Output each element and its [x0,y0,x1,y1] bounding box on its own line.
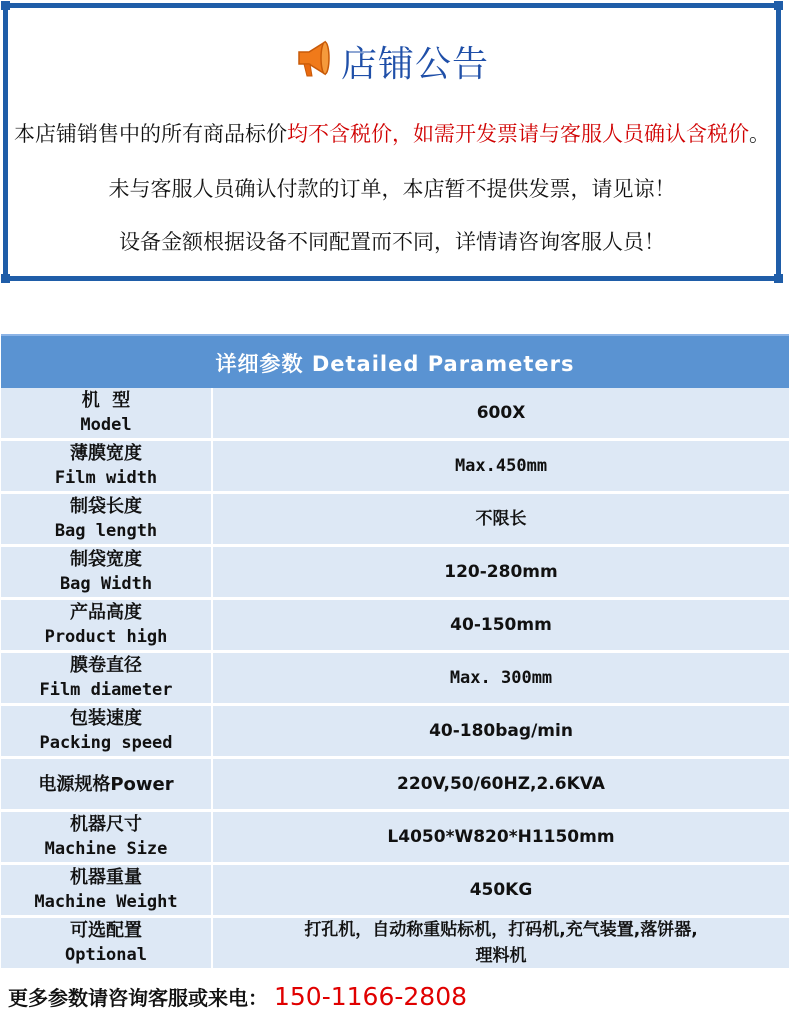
row-label [1,441,213,491]
label-en: Machine Size [44,839,168,859]
row-label [1,388,213,438]
table-row [1,494,789,546]
row-label [1,600,213,650]
table-row [1,759,789,811]
table-row [1,653,789,705]
label-cn: 机 型 [81,390,131,411]
table-row [1,388,789,440]
label-cn: 制袋长度 [70,496,142,517]
row-value: 40-150mm [450,615,552,635]
table-row [1,918,789,970]
phone-number[interactable]: 150-1166-2808 [274,982,468,1011]
row-value: 220V,50/60HZ,2.6KVA [397,774,605,794]
row-label [1,547,213,597]
notice-title-text: 店铺公告 [340,43,489,85]
table-row [1,441,789,493]
label-en: Optional [65,945,147,965]
row-label [1,812,213,862]
label-cn: 电源规格Power [38,773,174,795]
row-label [1,759,213,809]
row-value: 40-180bag/min [429,721,573,741]
optional-list-line: 理料机 [475,946,527,966]
label-cn: 包装速度 [70,708,142,729]
notice-highlight-text: 均不含税价，如需开发票请与客服人员确认含税价 [287,122,749,146]
row-label [1,653,213,703]
corner-decoration [774,274,783,283]
row-value: 600X [476,403,526,423]
label-en: Packing speed [39,733,173,753]
row-value: 450KG [469,880,533,900]
corner-decoration [1,1,10,10]
table-row [1,706,789,758]
row-value: Max. 300mm [449,668,553,688]
label-cn: 薄膜宽度 [70,443,142,464]
notice-line-tax [8,118,776,148]
megaphone-icon [295,38,333,84]
contact-label: 更多参数请咨询客服或来电： [8,986,268,1010]
table-header: 详细参数 Detailed Parameters [1,334,789,390]
corner-decoration [1,274,10,283]
label-en: Bag length [54,521,158,541]
row-value [213,918,789,968]
optional-list-line: 打孔机，自动称重贴标机，打码机,充气装置,落饼器, [304,920,698,940]
label-en: Film diameter [39,680,173,700]
store-notice-box [3,3,781,281]
row-label [1,865,213,915]
label-cn: 膜卷直径 [70,655,142,676]
label-cn: 机器尺寸 [70,814,142,835]
table-row [1,547,789,599]
table-row [1,812,789,864]
notice-text: 本店铺销售中的所有商品标价 [14,122,287,146]
notice-line-invoice: 未与客服人员确认付款的订单，本店暂不提供发票，请见谅！ [108,177,676,201]
label-en: Film width [54,468,158,488]
label-en: Machine Weight [34,892,178,912]
notice-title [8,36,776,86]
label-cn: 产品高度 [70,602,142,623]
contact-footer [8,982,467,1011]
table-row [1,600,789,652]
row-value: Max.450mm [454,456,548,476]
notice-line-price: 设备金额根据设备不同配置而不同，详情请咨询客服人员！ [119,230,665,254]
label-cn: 机器重量 [70,867,142,888]
label-cn: 可选配置 [70,920,142,941]
row-value: L4050*W820*H1150mm [387,827,615,847]
corner-decoration [774,1,783,10]
label-cn: 制袋宽度 [70,549,142,570]
notice-text: 。 [749,122,770,146]
table-row [1,865,789,917]
row-label [1,706,213,756]
row-label [1,918,213,968]
label-en: Product high [44,627,168,647]
row-value: 不限长 [475,509,527,529]
label-en: Bag Width [59,574,153,594]
row-label [1,494,213,544]
label-en: Model [80,415,132,435]
row-value: 120-280mm [444,562,558,582]
